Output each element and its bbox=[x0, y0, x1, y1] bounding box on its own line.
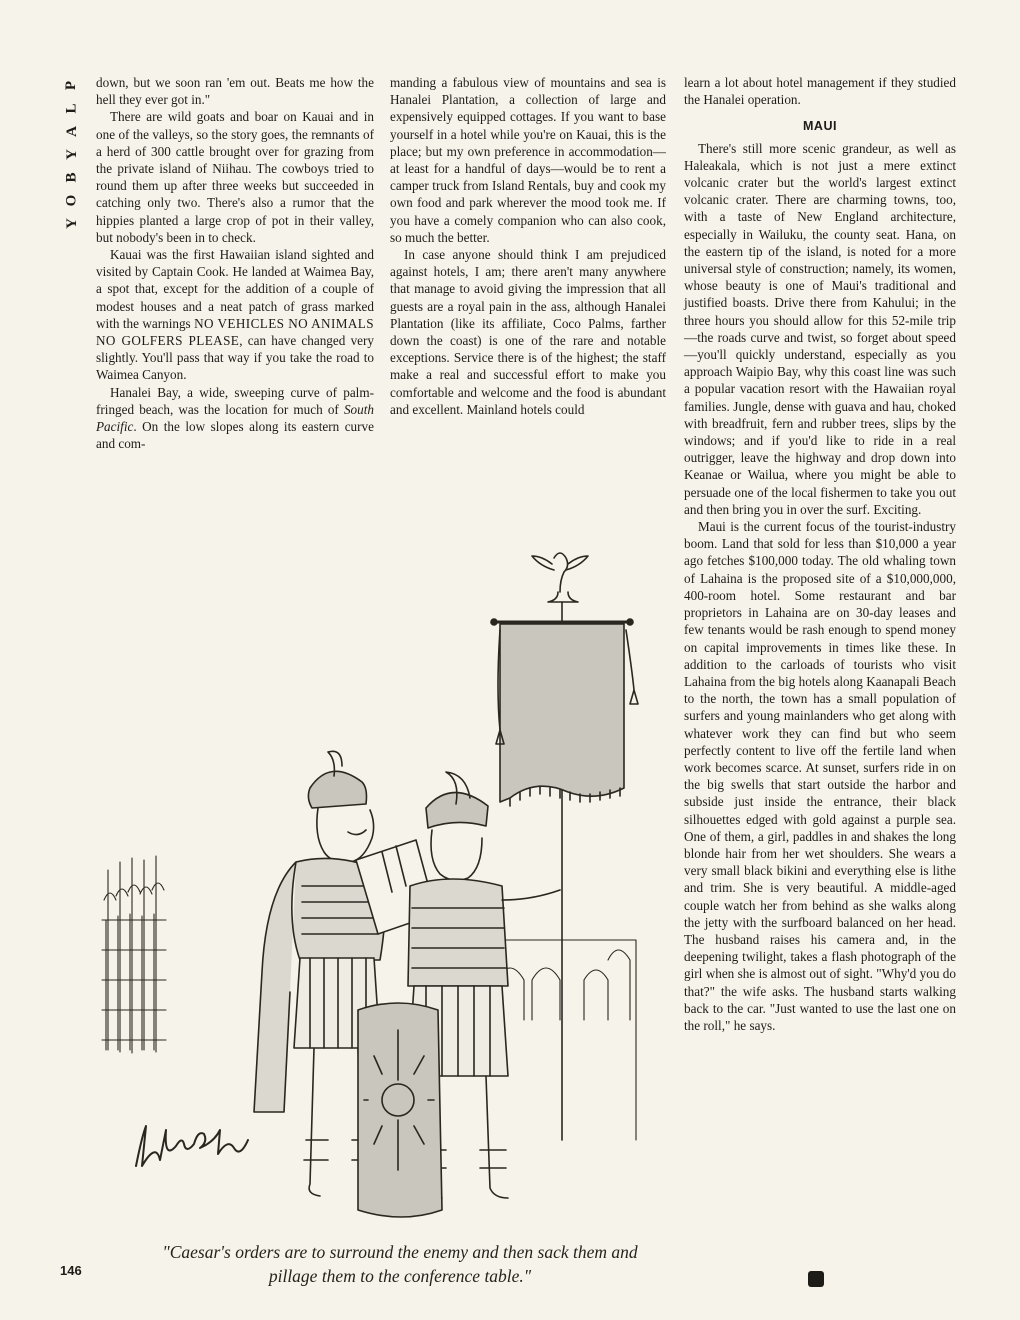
cartoon-caption: "Caesar's orders are to surround the enemy and then sack them and pillage them to the conference table." bbox=[162, 1242, 638, 1286]
masthead-playboy bbox=[58, 74, 86, 235]
warning-sign-text: NO VEHICLES NO ANIMALS NO GOLFERS PLEASE bbox=[96, 315, 374, 349]
playboy-bunny-endmark-icon bbox=[808, 1271, 824, 1287]
film-title: South Pacific bbox=[96, 401, 374, 435]
paragraph: Maui is the current focus of the tourist-industry boom. Land that sold for less than $10,000 a year ago fetches $100,000 today. The old whaling town of Lahaina is the proposed site of a $10,000,000, 400-room hotel. Some restaurant and bar proprietors in Lahaina are on 30-day leases and few tenants would be rash enough to spend money on capital improvements in times like these. In addition to the carloads of tourists who visit Lahaina from the big hotels along Kaanapali Beach to the north, the town has a small population of surfers and young mainlanders who get along with whatever work they can find but who seem perfectly content to live off the fertile land when work becomes scarce. At sunset, surfers ride in on the big swells that start outside the harbor and subside just inside the entrance, their black silhouettes edged with gold against a purple sea. One of them, a girl, paddles in and shakes the long blonde hair from her wet shoulders. She wears a very small black bikini and everything else is lithe and trim. She is very beautiful. A middle-aged couple watch her from behind as she walks along the jetty with the surfboard balanced on her head. The husband raises his camera and, in the deepening twilight, takes a flash photograph of the girl when she is almost out of sight. "Why'd you do that?" the wife asks. The husband starts walking back to the car. "Just wanted to use the last one on the roll," he says. bbox=[684, 519, 956, 1033]
paragraph: In case anyone should think I am prejudiced against hotels, I am; there aren't many anywhere that manage to avoid giving the impression that all guests are a royal pain in the ass, although Hanalei Plantation (like its affiliate, Coco Palms, farther down the coast) is one of the rare and notable exceptions. Service there is of the highest; the staff make a real and successful effort to make you comfortable and welcome and the food is abundant and excellent. Mainland hotels could bbox=[390, 247, 666, 417]
section-heading: MAUI bbox=[803, 119, 837, 134]
column-2 bbox=[390, 74, 666, 418]
paragraph bbox=[96, 246, 374, 384]
paragraph: learn a lot about hotel management if they studied the Hanalei operation. bbox=[684, 75, 956, 108]
cartoon-illustration bbox=[96, 540, 676, 1230]
masthead-letter: L bbox=[63, 103, 80, 114]
masthead-letter: Y bbox=[63, 149, 80, 160]
paragraph bbox=[96, 384, 374, 453]
text-run: , can have changed very slightly. You'll pass that way if you take the road to Waimea Canyon. bbox=[96, 333, 374, 383]
text-run: Kauai was the first Hawaiian island sighted and visited by Captain Cook. He landed at Waimea Bay, a spot that, except for the addition of a couple of modest houses and a neat patch of grass marked with the warnings bbox=[96, 247, 374, 331]
column-1 bbox=[96, 74, 374, 452]
soldier-ranks bbox=[102, 856, 166, 1053]
column-3 bbox=[684, 74, 956, 1034]
artist-signature bbox=[136, 1126, 248, 1166]
masthead-letter: O bbox=[63, 194, 80, 207]
masthead-letter: P bbox=[63, 80, 80, 91]
arcade-ruins bbox=[486, 940, 636, 1140]
text-run: Hanalei Bay, a wide, sweeping curve of palm-fringed beach, was the location for much of bbox=[96, 384, 374, 417]
masthead-letter: Y bbox=[63, 218, 80, 229]
masthead-letter: B bbox=[63, 172, 80, 183]
paragraph: down, but we soon ran 'em out. Beats me how the hell they ever got in." bbox=[96, 75, 374, 108]
centurion-right bbox=[358, 772, 560, 1217]
page-number: 146 bbox=[60, 1263, 82, 1278]
text-run: . On the low slopes along its eastern curve and com- bbox=[96, 419, 374, 452]
shield bbox=[358, 1003, 442, 1217]
banner bbox=[500, 624, 624, 802]
paragraph: There's still more scenic grandeur, as well as Haleakala, which is not just a mere extinct volcanic crater but the world's largest extinct volcanic crater. There are charming towns, too, with a taste of New England architecture, especially in Wailuku, the county seat. Hana, on the eastern tip of the island, is noted for a more universal style of construction; namely, its women, whose beauty is one of Maui's traditional and justified boasts. Drive there from Kahului; in the three hours you should allow for this 52-mile trip—the roads curve and twist, so forget about speed—you'll quickly understand, especially as you approach Waipio Bay, why this coast line was such a popular vacation resort with the Hawaiian royal families. Jungle, dense with guava and hau, choked with breadfruit, fern and rubber trees, slips by the windows; and if you'd like to ride in a real outrigger, leave the highway and drop down into Keanae or Wailua, where you might be able to persuade one of the local fishermen to take you out and then bring you in over the surf. Exciting. bbox=[684, 140, 956, 517]
eagle-icon bbox=[532, 553, 588, 602]
paragraph: There are wild goats and boar on Kauai and in one of the valleys, so the story goes, the remnants of a herd of 300 cattle brought over for grazing from the private island of Niihau. The cowboys tried to round them up after three weeks but succeeded in catching only two. There's also a rumor that the hippies planted a large crop of pot in their valley, but nobody's been in to check. bbox=[96, 109, 374, 245]
paragraph: manding a fabulous view of mountains and sea is Hanalei Plantation, a collection of large and expensively equipped cottages. If you want to base yourself in a hotel while you're on Kauai, this is the place; but my own preference in accommodation—at least for a handful of days—would be to rent a camper truck from Island Rentals, buy and cook my own food and park wherever the mood took me. If you have a comely companion who can also cook, so much the better. bbox=[390, 75, 666, 245]
masthead-letter: A bbox=[63, 126, 80, 137]
